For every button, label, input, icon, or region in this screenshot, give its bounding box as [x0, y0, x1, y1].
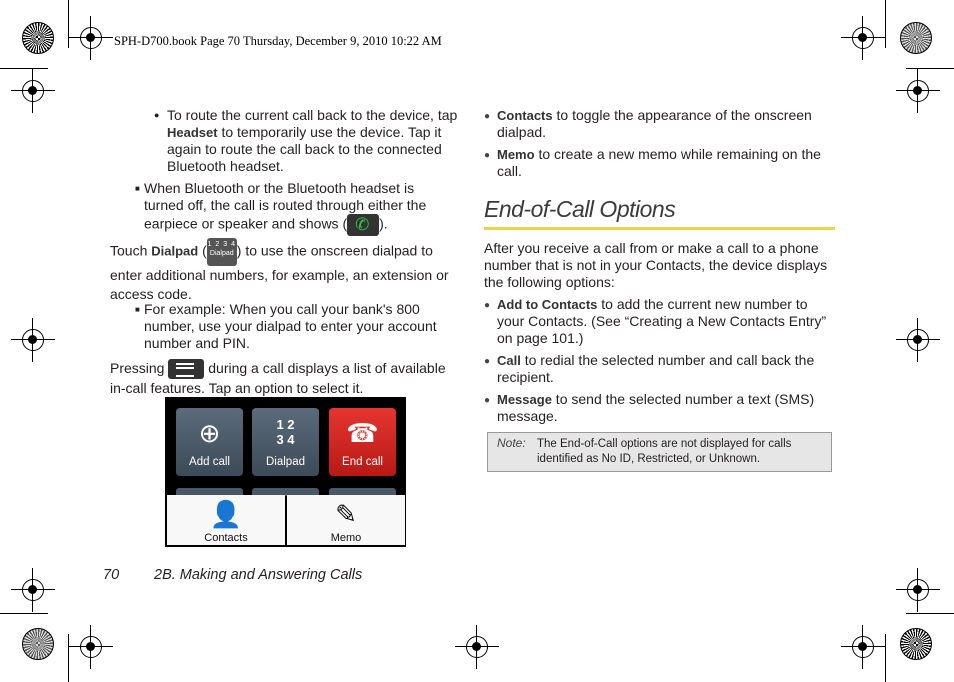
headset-bullet	[154, 107, 459, 175]
dialpad-label: Dialpad	[266, 456, 305, 468]
registration-mark-icon	[22, 579, 44, 601]
bluetooth-off-note	[135, 180, 444, 236]
dialpad-grid-bottom: 3 4	[276, 432, 295, 447]
person-icon: 👤	[209, 499, 243, 529]
crop-mark	[0, 68, 48, 69]
dialpad-button[interactable]	[252, 408, 319, 476]
message-option	[484, 391, 837, 425]
registration-mark-icon	[852, 636, 874, 658]
menu-paragraph	[110, 359, 462, 397]
bullet-icon: ●	[484, 150, 491, 161]
crop-mark	[885, 634, 886, 682]
add-call-label: Add call	[189, 456, 230, 468]
text: (	[198, 242, 207, 259]
dialpad-term: Dialpad	[151, 243, 199, 259]
registration-mark-icon	[22, 329, 44, 351]
text: to redial the selected number and call back the recipient.	[497, 352, 815, 385]
note-label: Note:	[497, 436, 526, 450]
text: during a call displays a list of available in-call features. Tap an option to select it.	[110, 360, 446, 397]
bullet-icon: ●	[154, 110, 160, 120]
heading-rule	[484, 227, 835, 230]
bank-example-note	[135, 301, 456, 352]
note-box	[487, 432, 832, 472]
end-call-button[interactable]	[329, 408, 396, 476]
registration-mark-icon	[852, 27, 874, 49]
memo-button[interactable]	[287, 495, 405, 545]
plus-icon: ⊕	[198, 418, 221, 448]
text: to toggle the appearance of the onscreen dialpad.	[497, 107, 812, 140]
call-option	[484, 352, 837, 386]
phone-icon	[347, 214, 379, 236]
section-heading: End-of-Call Options	[484, 196, 676, 222]
bullet-icon: ●	[484, 395, 491, 406]
registration-mark-icon	[22, 80, 44, 102]
star-target-icon	[22, 628, 54, 660]
registration-mark-icon	[80, 27, 102, 49]
text: to send the selected number a text (SMS) message.	[497, 391, 815, 424]
registration-mark-icon	[907, 80, 929, 102]
star-target-icon	[900, 628, 932, 660]
crop-mark	[885, 0, 886, 48]
registration-mark-icon	[907, 579, 929, 601]
text: After you receive a call from or make a call to a phone number that is not in your Contacts, the device displays the following options:	[484, 240, 828, 290]
dialpad-icon-label: Dialpad	[209, 250, 234, 257]
add-call-button[interactable]	[176, 408, 243, 476]
registration-mark-icon	[80, 636, 102, 658]
crop-mark	[906, 613, 954, 614]
bullet-icon: ●	[484, 111, 491, 122]
dialpad-grid-top: 1 2	[276, 417, 295, 432]
contacts-option	[484, 107, 837, 141]
dialpad-icon-grid: 1 2 3 4	[207, 241, 236, 248]
message-term: Message	[497, 392, 552, 407]
registration-mark-icon	[466, 636, 488, 658]
menu-key-icon	[168, 359, 204, 379]
crop-mark	[68, 0, 69, 48]
text: ) to use the onscreen dialpad to enter additional numbers, for example, an extension or access code.	[110, 242, 449, 302]
dialpad-paragraph	[110, 238, 462, 304]
crop-mark	[906, 68, 954, 69]
star-target-icon	[900, 22, 932, 54]
crop-mark	[68, 634, 69, 682]
add-to-contacts-term: Add to Contacts	[497, 297, 598, 312]
end-call-label: End call	[342, 456, 383, 468]
hang-up-icon: ☎	[346, 418, 379, 448]
square-bullet-icon: ■	[135, 184, 140, 193]
text: to temporarily use the device. Tap it again to route the call back to the connected Bluetooth headset.	[167, 124, 442, 174]
add-to-contacts-option	[484, 296, 837, 347]
memo-option	[484, 146, 837, 180]
dialpad-icon	[207, 238, 237, 266]
dialpad-grid-icon	[252, 417, 319, 447]
memo-label: Memo	[330, 532, 362, 544]
text: to add the current new number to your Contacts. (See “Creating a New Contacts Entry” on page 101.)	[497, 296, 827, 346]
contacts-button[interactable]	[167, 495, 285, 545]
registration-mark-icon	[907, 329, 929, 351]
in-call-screenshot	[165, 397, 406, 547]
text: to create a new memo while remaining on the call.	[497, 146, 821, 179]
headset-term: Headset	[167, 125, 218, 140]
page-number: 70	[103, 567, 120, 583]
call-term: Call	[497, 353, 521, 368]
text: To route the current call back to the device, tap	[167, 107, 458, 123]
note-text: The End-of-Call options are not displayed for calls identified as No ID, Restricted, or Unknown.	[537, 438, 792, 465]
text: Pressing	[110, 360, 169, 376]
text: For example: When you call your bank's 800 number, use your dialpad to enter your account number and PIN.	[144, 301, 437, 351]
book-header: SPH-D700.book Page 70 Thursday, December 9, 2010 10:22 AM	[114, 34, 442, 48]
bullet-icon: ●	[484, 356, 491, 367]
bullet-icon: ●	[484, 300, 491, 311]
memo-term: Memo	[497, 147, 535, 162]
square-bullet-icon: ■	[135, 305, 140, 314]
section-title: 2B. Making and Answering Calls	[154, 567, 363, 583]
text: Touch	[110, 242, 152, 259]
intro-paragraph	[484, 240, 836, 291]
text: When Bluetooth or the Bluetooth headset is turned off, the call is routed through either the earpiece or speaker and shows (	[144, 180, 427, 232]
contacts-label: Contacts	[204, 532, 248, 544]
pencil-icon: ✎	[335, 499, 357, 529]
crop-mark	[0, 613, 48, 614]
star-target-icon	[22, 22, 54, 54]
contacts-term: Contacts	[497, 108, 553, 123]
text: ).	[379, 215, 388, 232]
